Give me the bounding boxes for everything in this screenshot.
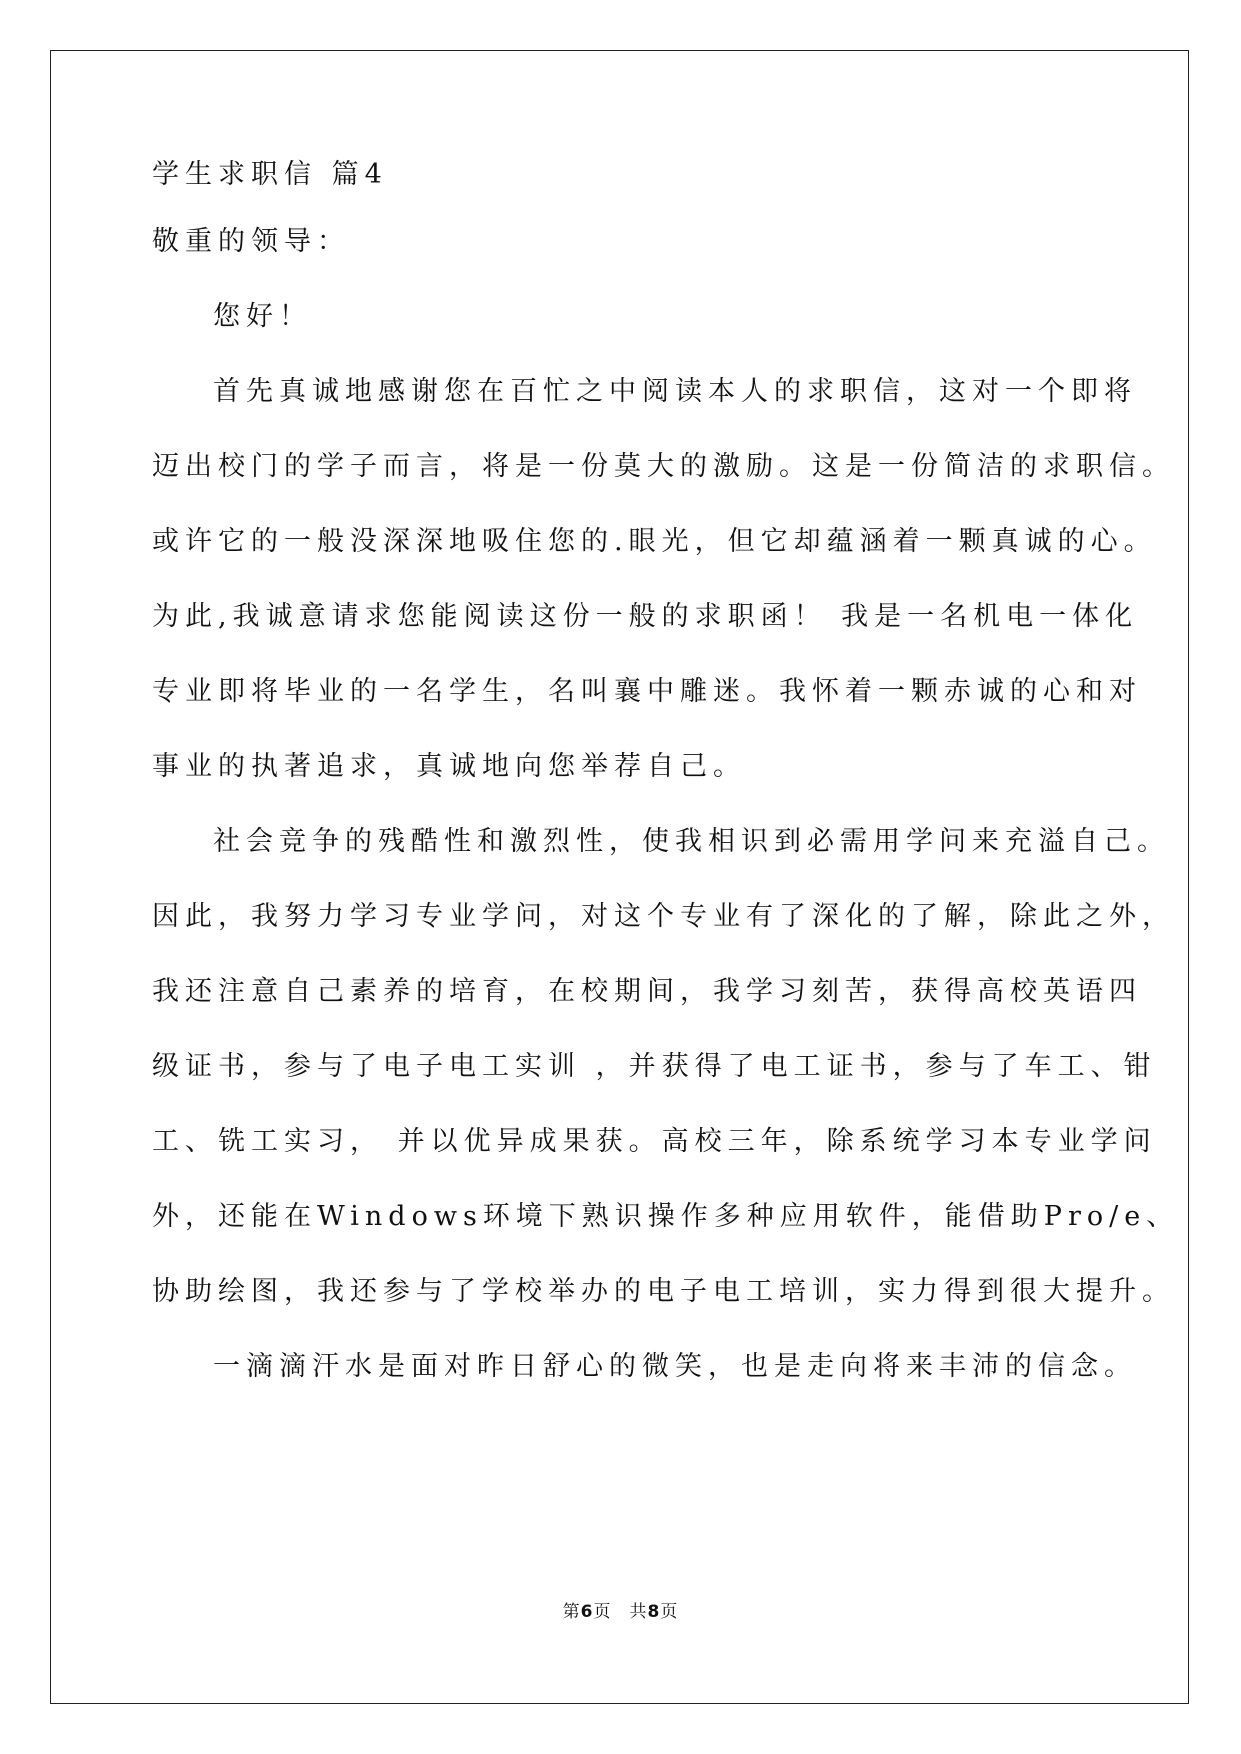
- page-suffix: 页: [660, 1602, 679, 1622]
- total-page-number: 8: [647, 1602, 661, 1622]
- paragraph-line: 迈出校门的学子而言，将是一份莫大的激励。这是一份简洁的求职信。: [152, 451, 1175, 482]
- current-page-number: 6: [580, 1602, 594, 1622]
- page-number-footer: [0, 1597, 1241, 1622]
- salutation: 敬重的领导：: [152, 226, 350, 257]
- paragraph-line: 或许它的一般没深深地吸住您的.眼光，但它却蕴涵着一颗真诚的心。: [152, 526, 1157, 557]
- paragraph-line: 级证书，参与了电子电工实训 ，并获得了电工证书，参与了车工、钳: [152, 1051, 1157, 1082]
- paragraph-line: 协助绘图，我还参与了学校举办的电子电工培训，实力得到很大提升。: [152, 1276, 1175, 1307]
- page-mid: 页 共: [593, 1602, 648, 1622]
- paragraph-line: 社会竞争的残酷性和激烈性，使我相识到必需用学问来充溢自己。: [213, 826, 1170, 857]
- paragraph-line: 为此,我诚意请求您能阅读这份一般的求职函！ 我是一名机电一体化: [152, 601, 1139, 632]
- document-title: 学生求职信 篇4: [152, 159, 388, 190]
- greeting-line: 您好！: [213, 301, 312, 332]
- paragraph-line: 外，还能在Windows环境下熟识操作多种应用软件，能借助Pro/e、: [152, 1201, 1180, 1232]
- paragraph-line: 事业的执著追求，真诚地向您举荐自己。: [152, 751, 746, 782]
- paragraph-line: 因此，我努力学习专业学问，对这个专业有了深化的了解，除此之外，: [152, 901, 1175, 932]
- paragraph-line: 我还注意自己素养的培育，在校期间，我学习刻苦，获得高校英语四: [152, 976, 1142, 1007]
- page-prefix: 第: [562, 1602, 581, 1622]
- paragraph-line: 专业即将毕业的一名学生，名叫襄中雕迷。我怀着一颗赤诚的心和对: [152, 676, 1142, 707]
- paragraph-line: 工、铣工实习， 并以优异成果获。高校三年，除系统学习本专业学问: [152, 1126, 1157, 1157]
- paragraph-line: 首先真诚地感谢您在百忙之中阅读本人的求职信，这对一个即将: [213, 376, 1137, 407]
- paragraph-line: 一滴滴汗水是面对昨日舒心的微笑，也是走向将来丰沛的信念。: [213, 1351, 1137, 1382]
